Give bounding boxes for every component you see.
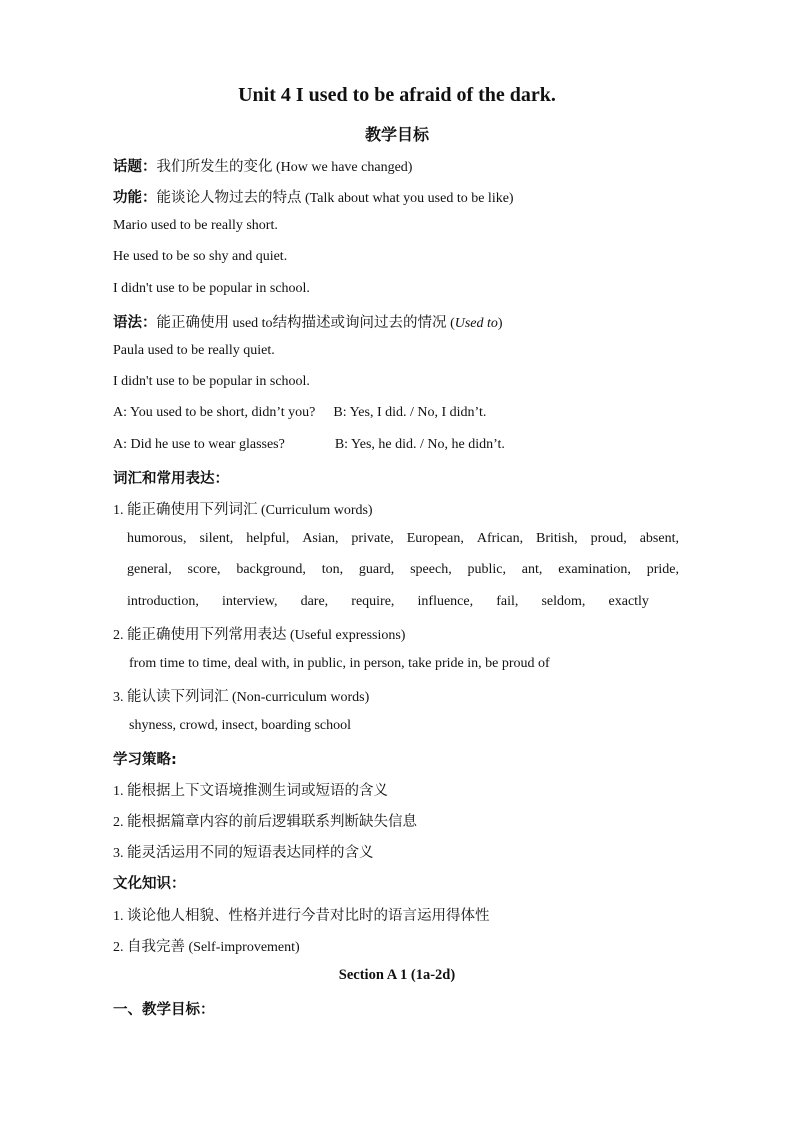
word: seldom, <box>541 594 586 609</box>
objective-heading: 一、教学目标： <box>113 1002 215 1018</box>
word: humorous, <box>127 531 187 546</box>
vocab-item-1-en: (Curriculum words) <box>261 503 373 518</box>
word: interview, <box>222 594 278 609</box>
word: British, <box>536 531 578 546</box>
vocab-item-2-cn: 能正确使用下列常用表达 <box>127 627 287 643</box>
grammar-line <box>113 311 503 332</box>
vocab-item-1-cn: 能正确使用下列词汇 <box>127 502 258 518</box>
strategy-heading: 学习策略: <box>113 752 177 768</box>
dialogue-2-a: A: Did he use to wear glasses? <box>113 437 285 452</box>
word: influence, <box>417 594 474 609</box>
vocab-item-3 <box>113 685 369 706</box>
word-list-row-1 <box>127 531 679 547</box>
word: African, <box>476 531 524 546</box>
grammar-example-2: I didn't use to be popular in school. <box>113 374 310 389</box>
function-text: 能谈论人物过去的特点 <box>156 190 302 206</box>
vocab-item-1-num: 1. <box>113 503 124 518</box>
dialogue-1-a: A: You used to be short, didn’t you? <box>113 405 316 420</box>
vocab-item-3-num: 3. <box>113 690 124 705</box>
expression-list: from time to time, deal with, in public, in person, take pride in, be proud of <box>129 656 550 671</box>
topic-line <box>113 155 412 176</box>
culture-item-1-num: 1. <box>113 909 124 924</box>
word: helpful, <box>246 531 290 546</box>
word: score, <box>187 562 221 577</box>
grammar-paren-open: ( <box>450 316 455 331</box>
word: ton, <box>321 562 344 577</box>
word: examination, <box>558 562 631 577</box>
grammar-example-1: Paula used to be really quiet. <box>113 343 275 358</box>
function-line <box>113 186 514 207</box>
word: proud, <box>590 531 627 546</box>
word: ant, <box>521 562 543 577</box>
vocab-item-2-num: 2. <box>113 628 124 643</box>
word: silent, <box>199 531 234 546</box>
strategy-item-1-text: 能根据上下文语境推测生词或短语的含义 <box>127 783 388 799</box>
grammar-dialogue-2 <box>113 437 505 453</box>
word: private, <box>351 531 394 546</box>
grammar-paren-close: ) <box>497 316 503 331</box>
culture-item-1 <box>113 904 490 925</box>
strategy-item-1 <box>113 779 388 800</box>
word: dare, <box>300 594 329 609</box>
strategy-item-1-num: 1. <box>113 784 124 799</box>
grammar-dialogue-1 <box>113 405 486 421</box>
function-example-1: Mario used to be really short. <box>113 218 278 233</box>
strategy-item-2-num: 2. <box>113 815 124 830</box>
unit-title: Unit 4 I used to be afraid of the dark. <box>238 84 556 106</box>
grammar-used-to-italic: Used to <box>454 316 498 331</box>
function-example-2: He used to be so shy and quiet. <box>113 249 288 264</box>
grammar-text-2: 结构描述或询问过去的情况 <box>272 315 447 331</box>
function-english: (Talk about what you used to be like) <box>305 191 514 206</box>
word: require, <box>351 594 395 609</box>
dialogue-2-b: B: Yes, he did. / No, he didn’t. <box>334 437 505 452</box>
word: European, <box>406 531 464 546</box>
grammar-text-1: 能正确使用 <box>156 315 229 331</box>
word: pride, <box>646 562 679 577</box>
grammar-label: 语法： <box>113 315 157 331</box>
vocab-item-3-en: (Non-curriculum words) <box>232 690 370 705</box>
word: public, <box>467 562 506 577</box>
function-label: 功能： <box>113 190 157 206</box>
word: guard, <box>358 562 395 577</box>
topic-english: (How we have changed) <box>276 160 413 175</box>
vocab-item-1 <box>113 498 373 519</box>
culture-item-2-text: 自我完善 <box>127 939 185 955</box>
vocab-heading: 词汇和常用表达： <box>113 471 229 487</box>
strategy-item-3 <box>113 841 374 862</box>
function-example-3: I didn't use to be popular in school. <box>113 281 310 296</box>
topic-text: 我们所发生的变化 <box>156 159 273 175</box>
culture-item-2-en: (Self-improvement) <box>188 940 300 955</box>
non-curriculum-word-list: shyness, crowd, insect, boarding school <box>129 718 352 733</box>
word: Asian, <box>302 531 339 546</box>
word: general, <box>127 562 172 577</box>
culture-item-2 <box>113 935 300 956</box>
culture-item-2-num: 2. <box>113 940 124 955</box>
word-list-row-3 <box>127 594 649 610</box>
word: exactly <box>608 594 649 609</box>
strategy-item-2-text: 能根据篇章内容的前后逻辑联系判断缺失信息 <box>127 814 417 830</box>
culture-heading: 文化知识： <box>113 876 186 892</box>
teaching-goals-heading: 教学目标 <box>364 125 429 144</box>
strategy-item-2 <box>113 810 417 831</box>
word: absent, <box>639 531 679 546</box>
vocab-item-2-en: (Useful expressions) <box>290 628 406 643</box>
word: speech, <box>410 562 452 577</box>
culture-item-1-text: 谈论他人相貌、性格并进行今昔对比时的语言运用得体性 <box>127 908 490 924</box>
word: introduction, <box>127 594 199 609</box>
vocab-item-3-cn: 能认读下列词汇 <box>127 689 229 705</box>
word: background, <box>236 562 306 577</box>
vocab-item-2 <box>113 623 405 644</box>
grammar-used-to: used to <box>232 316 273 331</box>
topic-label: 话题： <box>113 159 157 175</box>
dialogue-1-b: B: Yes, I did. / No, I didn’t. <box>333 405 487 420</box>
strategy-item-3-text: 能灵活运用不同的短语表达同样的含义 <box>127 845 374 861</box>
strategy-item-3-num: 3. <box>113 846 124 861</box>
word-list-row-2 <box>127 562 679 578</box>
word: fail, <box>496 594 519 609</box>
section-heading: Section A 1 (1a-2d) <box>338 967 456 983</box>
